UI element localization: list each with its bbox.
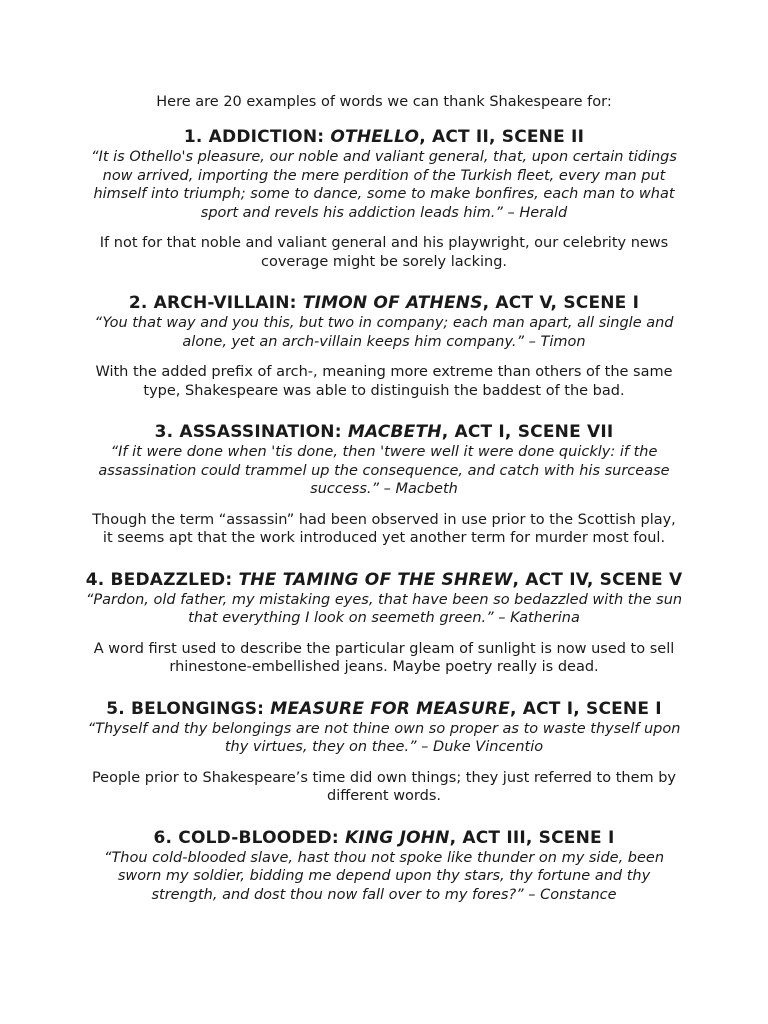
heading-term: 6. COLD-BLOODED: (153, 827, 345, 848)
play-title: OTHELLO (330, 127, 420, 147)
heading-act-scene: , ACT III, SCENE I (449, 827, 615, 848)
entry-quote: “If it were done when 'tis done, then 'twere well it were done quickly: if the assassination could trammel up the consequence, and catch with his surcease success.” – Macbeth (98, 444, 670, 497)
heading-act-scene: , ACT II, SCENE II (419, 127, 585, 147)
entry-quote: “Thou cold-blooded slave, hast thou not spoke like thunder on my side, been sworn my soldier, bidding me depend upon thy stars, thy fortune and thy strength, and dost thou now fall over to my fores?” – Constance (103, 849, 665, 903)
entry-2 (80, 292, 688, 400)
heading-term: 5. BELONGINGS: (106, 698, 271, 719)
entry-quote: “You that way and you this, but two in company; each man apart, all single and alone, yet an arch-villain keeps him company.” – Timon (94, 315, 674, 350)
entry-heading (80, 827, 688, 849)
entry-heading (80, 569, 688, 591)
entry-3 (80, 421, 688, 548)
entry-comment: Though the term “assassin” had been observed in use prior to the Scottish play, it seems apt that the work introduced yet another term for murder most foul. (92, 511, 676, 546)
entry-heading (80, 292, 688, 314)
heading-term: 4. BEDAZZLED: (85, 569, 239, 590)
entry-quote: “Thyself and thy belongings are not thine own so proper as to waste thyself upon thy virtues, they on thee.” – Duke Vincentio (87, 720, 681, 755)
intro-text: Here are 20 examples of words we can thank Shakespeare for: (156, 94, 612, 110)
heading-term: 1. ADDICTION: (183, 127, 331, 147)
heading-term: 2. ARCH-VILLAIN: (128, 293, 303, 313)
play-title: MACBETH (347, 422, 442, 442)
heading-act-scene: , ACT I, SCENE I (509, 698, 662, 719)
entry-6 (80, 827, 688, 905)
play-title: TIMON OF ATHENS (302, 293, 483, 313)
heading-term: 3. ASSASSINATION: (154, 422, 348, 442)
play-title: MEASURE FOR MEASURE (270, 698, 510, 719)
heading-act-scene: , ACT I, SCENE VII (441, 422, 614, 442)
play-title: KING JOHN (344, 827, 450, 848)
entry-comment: With the added prefix of arch-, meaning more extreme than others of the same type, Shakespeare was able to distinguish the baddest of the bad. (95, 364, 673, 399)
entry-heading (80, 126, 688, 148)
entry-1 (80, 126, 688, 271)
entry-quote: “It is Othello's pleasure, our noble and valiant general, that, upon certain tidings now arrived, importing the mere perdition of the Turkish fleet, every man put himself into triumph; some to dance, some to make bonfires, each man to what sport and revels his addiction leads him.” – Herald (91, 149, 677, 221)
entry-comment: A word first used to describe the particular gleam of sunlight is now used to sell rhinestone-embellished jeans. Maybe poetry really is dead. (93, 640, 675, 675)
entry-heading (80, 698, 688, 720)
heading-act-scene: , ACT V, SCENE I (482, 293, 640, 313)
entry-comment: If not for that noble and valiant general and his playwright, our celebrity news coverage might be sorely lacking. (99, 235, 669, 270)
entry-comment: People prior to Shakespeare’s time did own things; they just referred to them by different words. (91, 769, 677, 804)
entry-heading (80, 421, 688, 443)
entry-5 (80, 698, 688, 806)
entry-quote: “Pardon, old father, my mistaking eyes, that have been so bedazzled with the sun that everything I look on seemeth green.” – Katherina (85, 591, 683, 626)
entry-4 (80, 569, 688, 677)
heading-act-scene: , ACT IV, SCENE V (512, 569, 683, 590)
play-title: THE TAMING OF THE SHREW (238, 569, 513, 590)
